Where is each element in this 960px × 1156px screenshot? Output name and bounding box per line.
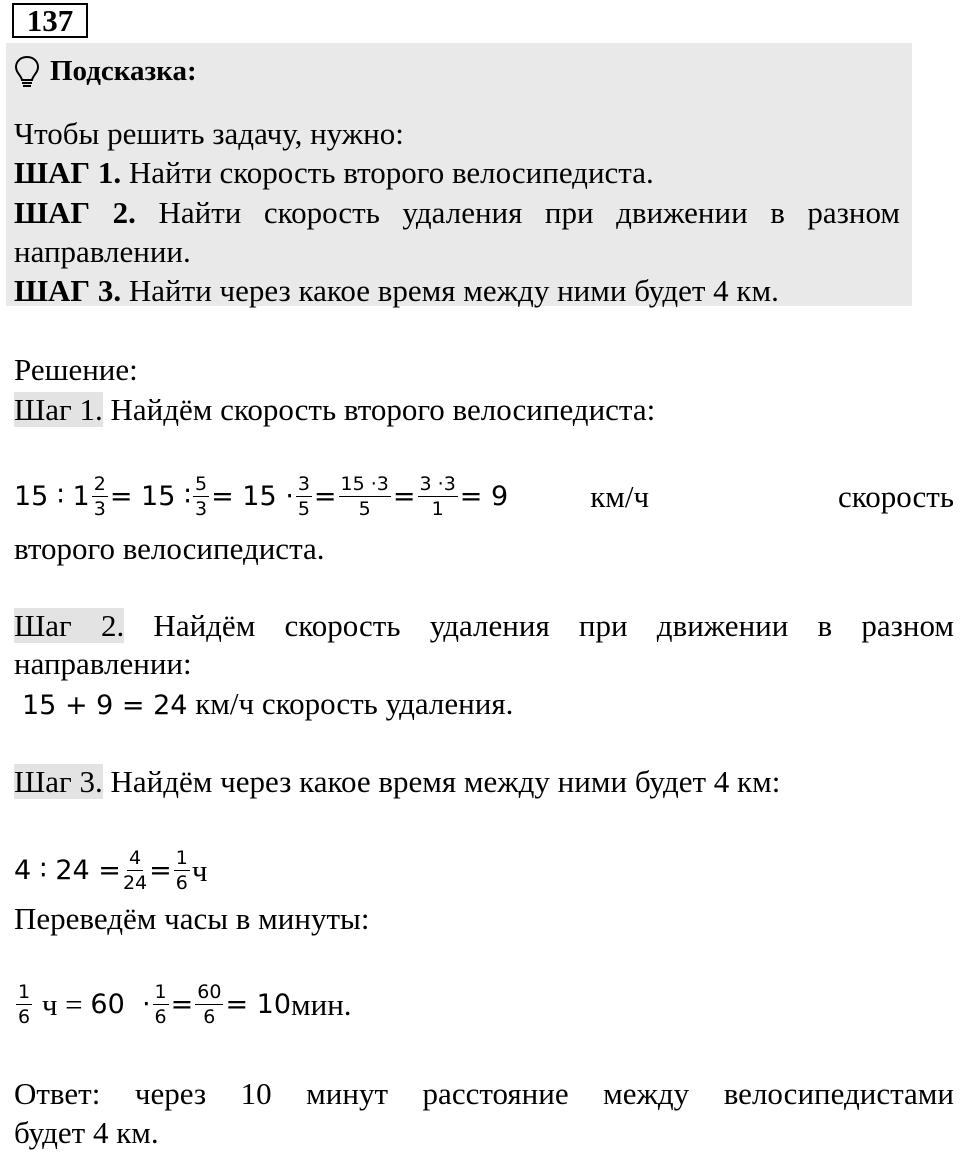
eq-part: = 10: [225, 988, 291, 1020]
step-text: Найдём скорость удаления при движении в разном: [124, 608, 955, 643]
denominator: 5: [358, 497, 371, 520]
eq-part: = 15 ∶: [109, 480, 191, 512]
step1-tail: второго велосипедиста.: [14, 531, 325, 566]
denominator: 24: [122, 871, 148, 894]
step2-equation: [22, 684, 513, 725]
hint-step-3: [14, 271, 779, 310]
numerator: 1: [18, 980, 31, 1003]
hint-step-1: [14, 153, 654, 192]
fraction: [174, 846, 190, 895]
fraction: [153, 980, 169, 1029]
numerator: 60: [197, 980, 222, 1003]
fraction: [16, 980, 32, 1029]
hint-intro: Чтобы решить задачу, нужно:: [14, 116, 404, 151]
fraction: [418, 472, 458, 521]
step1-equation: [14, 466, 954, 526]
step-text: Найдём скорость второго велосипедиста:: [102, 392, 656, 427]
convert-label: Переведём часы в минуты:: [14, 901, 370, 936]
unit-label: скорость: [838, 478, 954, 514]
eq-tail: ч: [191, 852, 208, 888]
fraction: [296, 472, 312, 521]
task-number: 137: [12, 3, 88, 38]
eq-tail: км/ч скорость удаления.: [187, 686, 514, 721]
step2-header-cont: направлении:: [14, 646, 192, 681]
eq-part: ч =: [34, 986, 91, 1022]
hint-step-text: Найти скорость второго велосипедиста.: [121, 155, 654, 190]
eq-part: =: [313, 480, 337, 512]
answer-line-2: будет 4 км.: [14, 1115, 159, 1150]
eq-part: = 9: [459, 480, 509, 512]
hint-step-text: Найти через какое время между ними будет 4 км.: [121, 273, 779, 308]
denominator: 6: [203, 1005, 216, 1028]
unit-words: [590, 477, 954, 516]
denominator: 6: [18, 1005, 31, 1028]
hint-step-2-cont: направлении.: [14, 234, 191, 269]
eq-part: 4 ∶ 24 =: [14, 854, 121, 886]
step3-equation: [14, 840, 207, 900]
eq-part: 15 ∶ 1: [14, 480, 90, 512]
hint-step-label: ШАГ 2.: [14, 195, 136, 230]
fraction: [123, 846, 147, 895]
eq-part: = 15 ⋅: [211, 480, 294, 512]
numerator: 1: [154, 980, 167, 1003]
eq-tail: мин.: [291, 986, 352, 1022]
numerator: 3: [297, 472, 310, 495]
numerator: 15 ⋅3: [340, 472, 389, 495]
unit: км/ч: [590, 478, 650, 514]
step-text: Найдём через какое время между ними будет 4 км:: [102, 764, 781, 799]
solution-heading: Решение:: [14, 352, 138, 387]
eq-part: =: [149, 854, 172, 886]
denominator: 6: [175, 871, 188, 894]
numerator: 4: [128, 846, 142, 869]
step-tag: Шаг 3.: [14, 764, 103, 799]
numerator: 5: [195, 472, 208, 495]
numerator: 2: [93, 472, 106, 495]
eq-part: =: [170, 988, 194, 1020]
step3-header: [14, 762, 780, 801]
hint-title: [14, 52, 197, 91]
answer-line-1: Ответ: через 10 минут расстояние между велосипедистами: [14, 1076, 954, 1111]
step-tag: Шаг 1.: [14, 392, 103, 427]
numerator: 1: [175, 846, 188, 869]
eq-part: 60 ⋅: [90, 988, 151, 1020]
denominator: 3: [93, 497, 106, 520]
fraction: [193, 472, 209, 521]
hint-title-text: Подсказка:: [50, 55, 197, 87]
step2-header: [14, 606, 954, 645]
denominator: 5: [297, 497, 310, 520]
step1-header: [14, 390, 655, 429]
step-tag: Шаг 2.: [14, 608, 125, 643]
fraction: [92, 472, 108, 521]
equation: 15 + 9 = 24: [22, 690, 188, 721]
numerator: 3 ⋅3: [419, 472, 456, 495]
eq-part: =: [392, 480, 416, 512]
hint-step-text: Найти скорость удаления при движении в разном: [135, 195, 900, 230]
denominator: 1: [431, 497, 444, 520]
fraction: [339, 472, 391, 521]
hint-step-label: ШАГ 1.: [14, 155, 122, 190]
denominator: 6: [154, 1005, 167, 1028]
fraction: [195, 980, 223, 1029]
hint-step-2: [14, 193, 900, 232]
convert-equation: [14, 974, 352, 1034]
lightbulb-icon: [14, 55, 40, 89]
denominator: 3: [195, 497, 208, 520]
hint-step-label: ШАГ 3.: [14, 273, 122, 308]
